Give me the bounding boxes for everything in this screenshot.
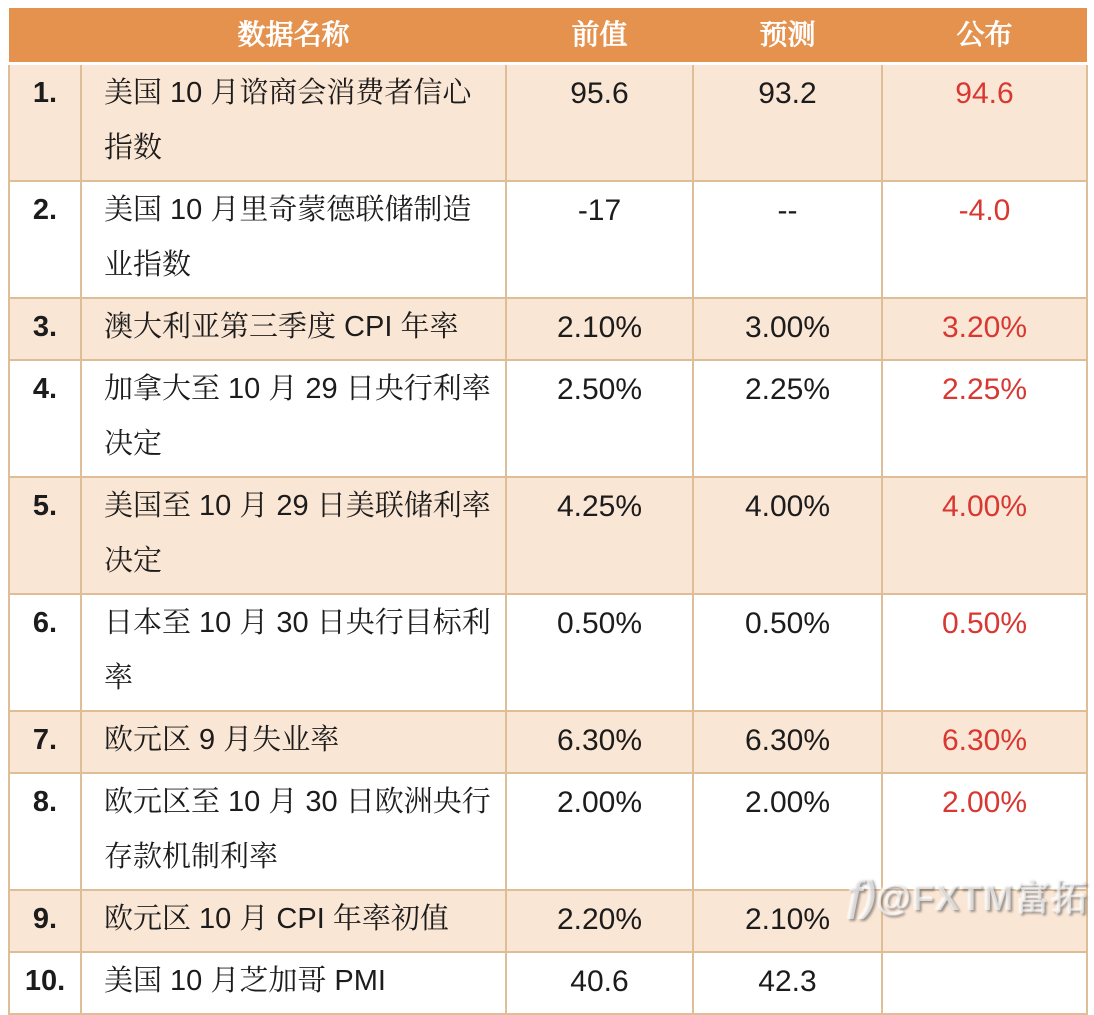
previous-value: 2.00% <box>506 773 693 890</box>
announced-value <box>882 952 1087 1014</box>
table-row <box>9 773 1087 890</box>
previous-value: 0.50% <box>506 594 693 711</box>
row-number: 4. <box>9 360 81 477</box>
row-number: 7. <box>9 711 81 773</box>
previous-value: 2.50% <box>506 360 693 477</box>
announced-value: 94.6 <box>882 64 1087 182</box>
indicator-name: 欧元区至 10 月 30 日欧洲央行存款机制利率 <box>81 773 506 890</box>
row-number: 6. <box>9 594 81 711</box>
previous-value: 40.6 <box>506 952 693 1014</box>
table-row <box>9 181 1087 298</box>
table-row <box>9 711 1087 773</box>
forecast-value: 0.50% <box>693 594 882 711</box>
row-number: 8. <box>9 773 81 890</box>
previous-value: 4.25% <box>506 477 693 594</box>
table-row <box>9 952 1087 1014</box>
indicator-name: 美国至 10 月 29 日美联储利率决定 <box>81 477 506 594</box>
fxtm-logo-icon: ƒ) <box>842 871 870 920</box>
table-row <box>9 890 1087 952</box>
indicator-name: 美国 10 月芝加哥 PMI <box>81 952 506 1014</box>
row-number: 2. <box>9 181 81 298</box>
header-cell-blank <box>9 8 81 64</box>
announced-value: 2.00% <box>882 773 1087 890</box>
table-row <box>9 360 1087 477</box>
forecast-value: 93.2 <box>693 64 882 182</box>
announced-value: 0.50% <box>882 594 1087 711</box>
previous-value: 2.20% <box>506 890 693 952</box>
announced-value: 6.30% <box>882 711 1087 773</box>
indicator-name: 欧元区 9 月失业率 <box>81 711 506 773</box>
forecast-value: 2.10% <box>693 890 882 952</box>
previous-value: 95.6 <box>506 64 693 182</box>
forecast-value: 6.30% <box>693 711 882 773</box>
header-cell-forecast: 预测 <box>693 8 882 64</box>
table-row <box>9 298 1087 360</box>
table-row <box>9 477 1087 594</box>
row-number: 10. <box>9 952 81 1014</box>
table-header <box>9 8 1087 64</box>
forecast-value: -- <box>693 181 882 298</box>
announced-value: 3.20% <box>882 298 1087 360</box>
row-number: 1. <box>9 64 81 182</box>
indicator-name: 澳大利亚第三季度 CPI 年率 <box>81 298 506 360</box>
indicator-name: 欧元区 10 月 CPI 年率初值 <box>81 890 506 952</box>
indicator-name: 美国 10 月里奇蒙德联储制造业指数 <box>81 181 506 298</box>
indicator-name: 美国 10 月谘商会消费者信心指数 <box>81 64 506 182</box>
row-number: 5. <box>9 477 81 594</box>
table-row <box>9 594 1087 711</box>
previous-value: 6.30% <box>506 711 693 773</box>
announced-value: -4.0 <box>882 181 1087 298</box>
indicator-name: 加拿大至 10 月 29 日央行利率决定 <box>81 360 506 477</box>
forecast-value: 4.00% <box>693 477 882 594</box>
announced-value: 2.25% <box>882 360 1087 477</box>
announced-value: 4.00% <box>882 477 1087 594</box>
header-cell-name: 数据名称 <box>81 8 506 64</box>
forecast-value: 3.00% <box>693 298 882 360</box>
forecast-value: 2.25% <box>693 360 882 477</box>
previous-value: -17 <box>506 181 693 298</box>
row-number: 9. <box>9 890 81 952</box>
table-row <box>9 64 1087 182</box>
forecast-value: 2.00% <box>693 773 882 890</box>
forecast-value: 42.3 <box>693 952 882 1014</box>
previous-value: 2.10% <box>506 298 693 360</box>
indicator-name: 日本至 10 月 30 日央行目标利率 <box>81 594 506 711</box>
row-number: 3. <box>9 298 81 360</box>
header-cell-previous: 前值 <box>506 8 693 64</box>
announced-value <box>882 890 1087 952</box>
fxtm-watermark-text: @FXTM富拓 <box>875 877 1088 918</box>
economic-data-table <box>8 8 1088 1015</box>
header-cell-announced: 公布 <box>882 8 1087 64</box>
